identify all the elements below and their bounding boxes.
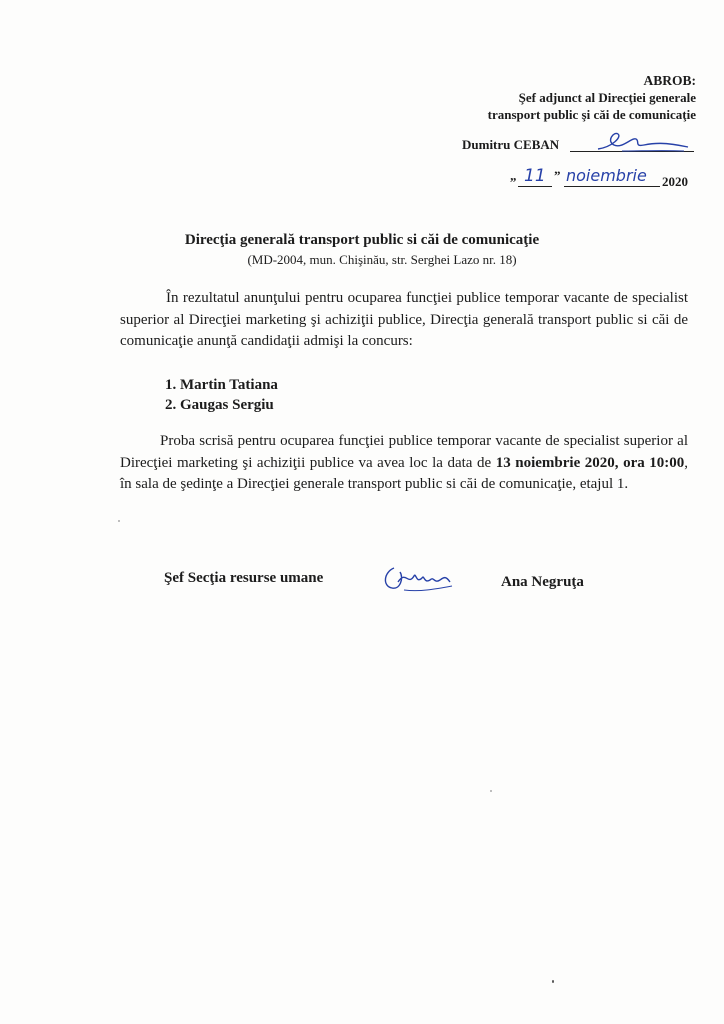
list-item: 1. Martin Tatiana [165, 377, 278, 393]
date-month: noiembrie [566, 166, 647, 185]
approval-role-line2: transport public şi căi de comunicaţie [487, 107, 696, 122]
approval-signer-name: Dumitru CEBAN [462, 137, 560, 152]
hr-signature-icon [380, 562, 460, 596]
exam-paragraph [120, 431, 688, 496]
announcement-paragraph: În rezultatul anunţului pentru ocuparea funcţiei publice temporar vacante de specialist superior al Direcţiei marketing şi achiziţii publice, Direcţia generală transport public si căi de comunicaţie anunţă candidaţii admişi la concurs: [120, 290, 688, 349]
exam-text-end: , în sala de şedinţe a Direcţiei generale transport public si căi de comunicaţie, etajul 1. [120, 454, 689, 492]
scan-speck [118, 520, 120, 522]
approval-signer-line [462, 135, 692, 155]
date-open-quote: „ [510, 168, 517, 183]
date-day: 11 [524, 166, 546, 186]
signatory-role: Şef Secţia resurse umane [164, 570, 324, 586]
approval-date [508, 164, 692, 190]
approval-block [488, 72, 696, 123]
exam-text-start: Proba scrisă pentru ocuparea funcţiei publice temporar vacante de specialist superior al Direcţiei marketing şi achiziţii publice va avea loc la data de [120, 433, 688, 471]
date-day-rule [518, 186, 552, 187]
approver-signature-icon [592, 129, 692, 155]
candidates-list [165, 375, 278, 415]
exam-datetime: 13 noiembrie 2020, ora 10:00 [495, 454, 685, 471]
institution-title: Direcţia generală transport public si căi de comunicaţie [184, 232, 540, 248]
date-month-rule [564, 186, 660, 187]
institution-address: (MD-2004, mun. Chişinău, str. Serghei Lazo nr. 18) [247, 252, 517, 267]
signatory-name: Ana Negruţa [501, 574, 584, 590]
date-year: 2020 [662, 174, 688, 189]
scan-speck [490, 790, 492, 792]
date-close-quote: ” [554, 168, 561, 183]
list-item: 2. Gaugas Sergiu [165, 397, 274, 413]
approval-role-line1: Şef adjunct al Direcţiei generale [518, 90, 696, 105]
scan-speck [552, 980, 554, 983]
approval-heading: ABROB: [643, 73, 696, 88]
